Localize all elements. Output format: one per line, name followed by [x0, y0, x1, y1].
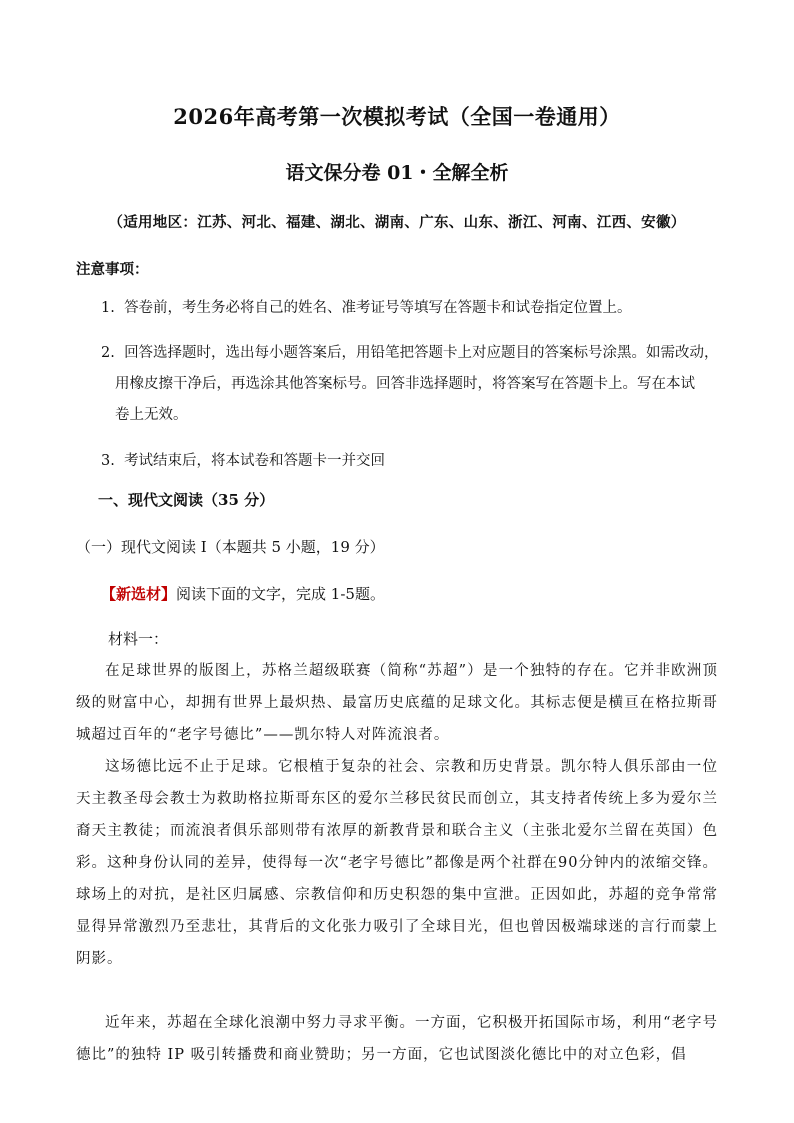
instruction-item: [101, 446, 721, 477]
passage-paragraph: 这场德比远不止于足球。它根植于复杂的社会、宗教和历史背景。凯尔特人俱乐部由一位天主教圣母会教士为救助格拉斯哥东区的爱尔兰移民贫民而创立，其支持者传统上多为爱尔兰裔天主教徒；而流浪者俱乐部则带有浓厚的新教背景和联合主义（主张北爱尔兰留在英国）色彩。这种身份认同的差异，使得每一次“老字号德比”都像是两个社群在90分钟内的浓缩交锋。球场上的对抗，是社区归属感、宗教信仰和历史积怨的集中宣泄。正因如此，苏超的竞争常常显得异常激烈乃至悲壮，其背后的文化张力吸引了全球目光，但也曾因极端球迷的言行而蒙上阴影。: [76, 759, 718, 967]
notice-heading: 注意事项：: [76, 261, 149, 278]
instruction-number: 2.: [101, 345, 115, 361]
instruction-text: 用橡皮擦干净后，再选涂其他答案标号。回答非选择题时，将答案写在答题卡上。写在本试: [115, 376, 695, 392]
passage-paragraph: 在足球世界的版图上，苏格兰超级联赛（简称“苏超”）是一个独特的存在。它并非欧洲顶级的财富中心，却拥有世界上最炽热、最富历史底蕴的足球文化。其标志便是横亘在格拉斯哥城超过百年的“老字号德比”——凯尔特人对阵流浪者。: [76, 663, 718, 743]
exam-subtitle: 语文保分卷 01・全解全析: [285, 162, 509, 184]
passage-paragraph: 近年来，苏超在全球化浪潮中努力寻求平衡。一方面，它积极开拓国际市场，利用“老字号德比”的独特 IP 吸引转播费和商业赞助；另一方面，它也试图淡化德比中的对立色彩，倡: [76, 1015, 718, 1063]
instruction-number: 1.: [101, 300, 115, 316]
new-material-line: [101, 583, 385, 604]
instruction-text: 卷上无效。: [115, 407, 188, 423]
subsection-heading: （一）现代文阅读 I（本题共 5 小题，19 分）: [76, 538, 385, 556]
new-material-text: 阅读下面的文字，完成 1-5题。: [176, 585, 385, 603]
exam-title: 2026年高考第一次模拟考试（全国一卷通用）: [173, 104, 621, 129]
applicable-regions: （适用地区：江苏、河北、福建、湖北、湖南、广东、山东、浙江、河南、江西、安徽）: [108, 214, 686, 231]
instruction-text: 考试结束后，将本试卷和答题卡一并交回: [124, 453, 386, 469]
new-material-tag: 【新选材】: [101, 585, 177, 603]
instruction-item: [101, 338, 721, 431]
instruction-text: 回答选择题时，选出每小题答案后，用铅笔把答题卡上对应题目的答案标号涂黑。如需改动，: [124, 345, 719, 361]
instruction-number: 3.: [101, 453, 115, 469]
material-label: 材料一：: [108, 630, 169, 648]
section-heading: 一、现代文阅读（35 分）: [98, 491, 275, 509]
instruction-item: [101, 293, 721, 324]
instruction-text: 答卷前，考生务必将自己的姓名、准考证号等填写在答题卡和试卷指定位置上。: [124, 300, 632, 316]
